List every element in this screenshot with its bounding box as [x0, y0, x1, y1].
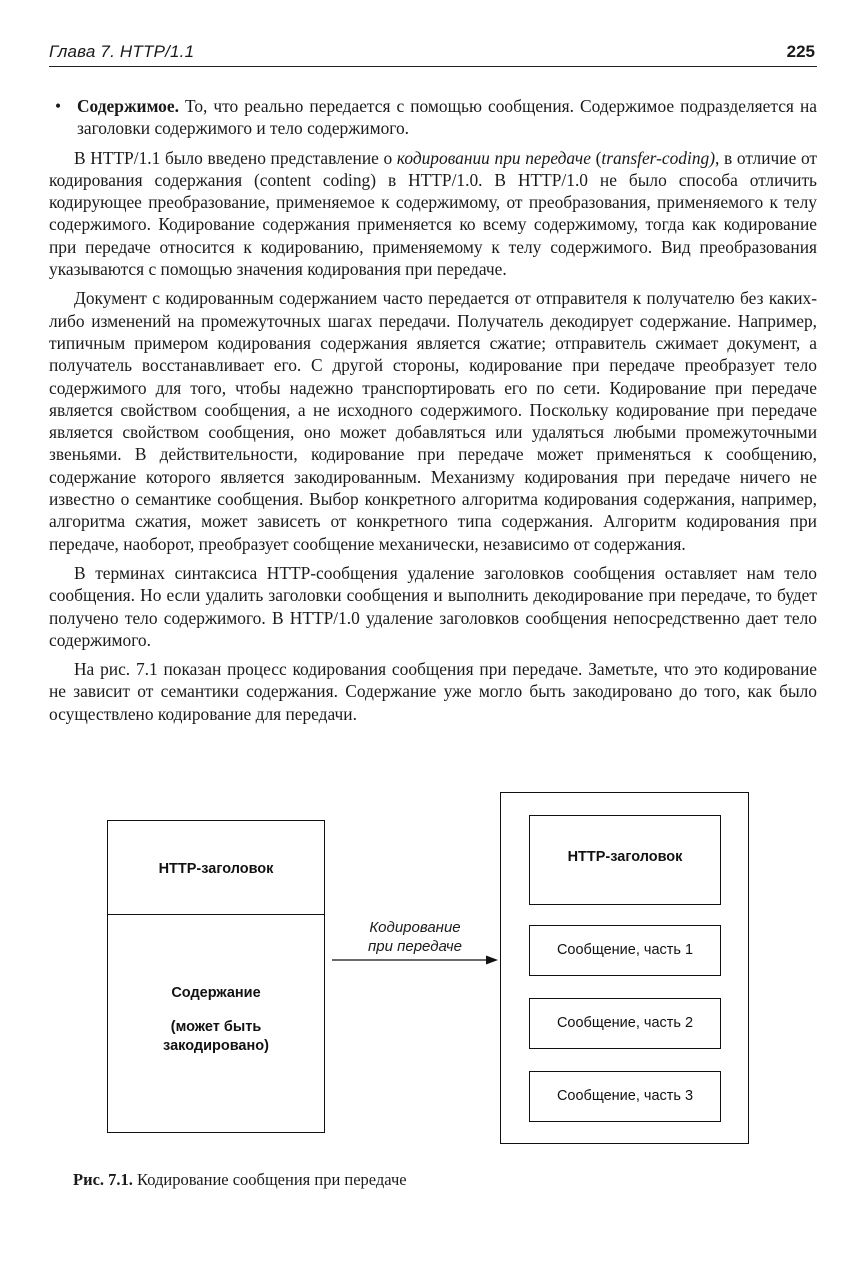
- paragraph-4: На рис. 7.1 показан процесс кодирования сообщения при передаче. Заметьте, что это кодирование не зависит от семантики содержания. Содержание уже могло быть закодировано до того, как было осуществлено кодирование для передачи.: [49, 659, 817, 724]
- message-part-1: Сообщение, часть 1: [529, 925, 721, 976]
- running-header: [49, 42, 817, 67]
- left-content-note-2: закодировано): [163, 1038, 269, 1054]
- arrow-label: Кодирование при передаче: [368, 919, 462, 955]
- message-part-2: Сообщение, часть 2: [529, 998, 721, 1049]
- left-content-note-1: (может быть: [170, 1019, 262, 1035]
- bullet-icon: •: [55, 96, 62, 116]
- right-message-box: [500, 792, 749, 1144]
- page-number: 225: [786, 42, 815, 61]
- bullet-item-content: [49, 95, 817, 140]
- right-header-label: HTTP-заголовок: [567, 849, 683, 865]
- left-header-box: [107, 820, 325, 915]
- chapter-title: Глава 7. HTTP/1.1: [49, 42, 195, 61]
- figure-caption: [73, 1170, 407, 1190]
- term-transfer-coding-en: transfer-coding): [601, 147, 716, 168]
- paragraph-2: Документ с кодированным содержанием часто передается от отправителя к получателю без каких-либо изменений на промежуточных шагах передачи. Получатель декодирует содержание. Например, типичным примером кодирования содержания является сжатие; отправитель сжимает документ, а получатель восстанавливает его. С другой стороны, кодирование при передаче преобразует тело содержимого для того, чтобы надежно транспортировать его по сети. Кодирование при передаче является свойством сообщения, а не исходного содержимого. Поскольку кодирование при передаче является свойством сообщения, оно может добавляться или удаляться любыми промежуточными звеньями. В действительности, кодирование при передаче может применяться к сообщению, содержание которого является закодированным. Механизму кодирования при передаче ничего не известно о семантике сообщения. Выбор конкретного алгоритма кодирования содержания, например, алгоритма сжатия, может зависеть от конкретного типа содержания. Алгоритм кодирования при передаче, наоборот, преобразует сообщение механически, независимо от содержания.: [49, 288, 817, 554]
- message-part-3: Сообщение, часть 3: [529, 1071, 721, 1122]
- paragraph-1: В HTTP/1.1 было введено представление о кодировании при передаче (transfer-coding), в отличие от кодирования содержания (content coding) в HTTP/1.0. В HTTP/1.0 не было способа отличить кодирующее преобразование, применяемое к содержимому, от преобразования, применяемого к телу содержимого. Кодирование содержания применяется ко всему содержимому, тогда как кодирование при передаче относится к кодированию, применяемому к телу содержимого. Вид преобразования указываются с помощью значения кодирования при передаче.: [49, 147, 818, 280]
- paragraph-3: В терминах синтаксиса HTTP-сообщения удаление заголовков сообщения оставляет нам тело сообщения. Но если удалить заголовки сообщения и выполнить декодирование при передаче, то будет получено тело содержимого. В HTTP/1.0 удаление заголовков сообщения непосредственно дает тело содержимого.: [49, 562, 817, 650]
- term-transfer-coding: кодировании при передаче: [396, 147, 591, 168]
- arrow-right-icon: [330, 950, 500, 970]
- caption-text: Кодирование сообщения при передаче: [132, 1170, 407, 1189]
- body-text: [49, 95, 817, 725]
- left-header-label: HTTP-заголовок: [158, 861, 274, 877]
- left-content-box: [107, 914, 325, 1133]
- caption-number: Рис. 7.1.: [73, 1170, 133, 1189]
- left-content-label: Содержание: [171, 985, 261, 1001]
- right-header-box: [529, 815, 721, 905]
- bullet-term: Содержимое.: [77, 96, 179, 116]
- bullet-text: То, что реально передается с помощью сообщения. Содержимое подразделяется на заголовки содержимого и тело содержимого.: [77, 96, 817, 139]
